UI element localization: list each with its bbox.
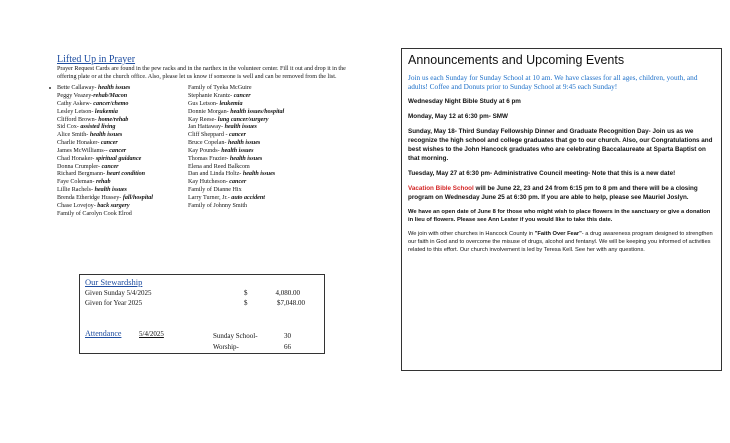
prayer-name: Family of Dianne Hix [188, 187, 242, 194]
prayer-note: leukemia [94, 108, 118, 115]
prayer-list-item [188, 179, 348, 187]
prayer-list-item [188, 171, 348, 179]
prayer-note: heart condition [106, 171, 146, 178]
prayer-name: Elena and Reed Balkcom [188, 163, 250, 170]
prayer-name: Cathy Askew- [57, 100, 94, 107]
sunday-school-value: 30 [284, 332, 291, 340]
prayer-name: Peggy Veazey- [57, 93, 94, 100]
prayer-name: Lesley Letson- [57, 108, 95, 115]
prayer-note: spiritual guidance [95, 155, 142, 162]
prayer-list-item [188, 195, 348, 203]
prayer-note: cancer/chemo [93, 100, 129, 107]
sunday-school-intro: Join us each Sunday for Sunday School at 10 am. We have classes for all ages, children, youth, and adults! Coffee and Donuts prior to Sunday School at 9:45 each Sunday! [408, 73, 698, 91]
prayer-list-item [57, 124, 188, 132]
given-year-label: Given for Year 2025 [85, 299, 143, 307]
prayer-note: cancer [101, 163, 119, 170]
fellowship-dinner-item: Sunday, May 18- Third Sunday Fellowship Dinner and Graduate Recognition Day- Join us as we recognize the high school and college graduates that go to our church. Also, our Congratulations and best wishes to the John Hancock graduates who are celebrating Baccalaureate at Sparta Baptist on that morning. [408, 128, 713, 162]
prayer-note: cancer [109, 147, 127, 154]
prayer-name: Brenda Etheridge Hussey- [57, 195, 123, 201]
prayer-note: health issues [242, 171, 276, 178]
prayer-name: Family of Carolyn Cook Elrod [57, 210, 132, 217]
prayer-note: cancer [229, 179, 247, 186]
prayer-list-item [57, 140, 188, 148]
prayer-name: Faye Coleman- [57, 179, 96, 186]
prayer-name: James McWilliams-- [57, 147, 110, 154]
worship-value: 66 [284, 343, 291, 351]
prayer-list-item [57, 132, 188, 140]
prayer-list-item [57, 211, 188, 219]
prayer-list-item [188, 93, 348, 101]
stewardship-title: Our Stewardship [85, 277, 143, 287]
given-sunday-label: Given Sunday 5/4/2025 [85, 289, 152, 297]
prayer-note: health issues [224, 124, 257, 131]
prayer-list-item [57, 148, 188, 156]
attendance-label: Attendance [85, 329, 122, 338]
prayer-name: Jan Hattaway- [188, 124, 225, 131]
prayer-name: Dan and Linda Holtz- [188, 171, 243, 178]
prayer-name: Family of Johnny Smith [188, 202, 248, 209]
prayer-list-column-1 [57, 85, 188, 218]
bible-study-item: Wednesday Night Bible Study at 6 pm [408, 98, 521, 105]
prayer-name: Chad Honaker- [57, 155, 96, 162]
prayer-name: Gus Letson- [188, 100, 220, 107]
prayer-name: Cliff Sheppard - [188, 132, 230, 139]
prayer-list-column-2 [188, 85, 348, 218]
faith-text-end: - a drug awareness program designed to strengthen our faith in God and to overcome the misuse of drugs, alcohol and fentanyl. We will be keeping you informed of activities related to this effort. Our church involvement is led by Teresa Kell. See her with any questions. [408, 231, 713, 254]
prayer-note: lung cancer/surgery [217, 116, 269, 123]
prayer-note: cancer [100, 140, 118, 147]
council-meeting-item: Tuesday, May 27 at 6:30 pm- Administrative Council meeting- Note that this is a new date! [408, 170, 676, 177]
prayer-list-item [188, 85, 348, 93]
prayer-name: Bette Callaway- [57, 85, 97, 92]
prayer-note: rehab/Macon [93, 93, 128, 100]
prayer-list-item [188, 117, 348, 125]
prayer-list-item [57, 171, 188, 179]
prayer-section [57, 54, 349, 219]
prayer-list-item [57, 156, 188, 164]
prayer-name: Thomas Frazier- [188, 155, 230, 162]
prayer-name: Richard Bergmann- [57, 171, 107, 178]
prayer-note: home/rehab [98, 116, 129, 123]
prayer-list-item [57, 101, 188, 109]
prayer-note: assisted living [80, 124, 116, 131]
prayer-list-item [188, 187, 348, 195]
prayer-title: Lifted Up in Prayer [57, 54, 136, 65]
prayer-list [57, 85, 349, 218]
prayer-note: health issues [227, 140, 261, 147]
prayer-name: Sid Cox- [57, 124, 81, 131]
prayer-name: Donna Crumpler- [57, 163, 102, 170]
faith-over-fear-item [408, 230, 715, 255]
announcements-title: Announcements and Upcoming Events [408, 53, 625, 67]
prayer-intro: Prayer Request Cards are found in the pew racks and in the narthex in the volunteer center. Fill it out and drop it in the offering plate or at the church office. Also, please let us know if someone is well and can be removed from the list. [57, 66, 346, 80]
prayer-list-item [57, 203, 188, 211]
faith-over-fear-name: "Faith Over Fear" [534, 231, 582, 237]
prayer-note: health issues [89, 132, 123, 139]
prayer-name: Alice Smith- [57, 132, 90, 139]
sunday-school-label: Sunday School- [213, 332, 258, 340]
prayer-note: auto accident [231, 195, 265, 201]
prayer-note: cancer [229, 132, 246, 139]
prayer-list-item [188, 109, 348, 117]
prayer-name: Kay Pounds- [188, 147, 222, 154]
prayer-name: Bruce Copelan- [188, 140, 228, 147]
prayer-note: health issues [229, 155, 263, 162]
vbs-item [408, 184, 715, 202]
prayer-list-item [57, 85, 188, 93]
prayer-name: Clifford Brown- [57, 116, 99, 123]
prayer-name: Kay Reese- [188, 116, 218, 123]
announcements-box [401, 48, 722, 371]
attendance-date: 5/4/2025 [139, 330, 164, 338]
prayer-note: leukemia [219, 100, 243, 107]
smw-item: Monday, May 12 at 6:30 pm- SMW [408, 113, 508, 120]
prayer-note: health issues [94, 187, 127, 194]
prayer-list-item [57, 187, 188, 195]
given-year-dollar: $ [244, 299, 248, 307]
prayer-note: back surgery [97, 202, 130, 209]
prayer-name: Family of Tyeka McGuire [188, 85, 252, 92]
prayer-note: rehab [95, 179, 111, 186]
prayer-name: Kay Hutcheson- [188, 179, 230, 186]
prayer-list-item [57, 109, 188, 117]
prayer-list-item [188, 203, 348, 211]
prayer-list-item [188, 140, 348, 148]
flowers-item: We have an open date of June 8 for those who might wish to place flowers in the sanctuary or give a donation in lieu of flowers. Please see Ann Lester if you would like to take this date. [408, 209, 711, 223]
prayer-note: health issues [221, 147, 254, 154]
prayer-note: fall/hospital [122, 195, 153, 201]
prayer-list-item [188, 101, 348, 109]
prayer-note: cancer [233, 93, 251, 100]
given-sunday-amount: 4,080.00 [275, 289, 300, 297]
prayer-list-item [188, 148, 348, 156]
prayer-name: Lillie Rachels- [57, 187, 95, 194]
prayer-list-item [57, 179, 188, 187]
prayer-name: Donnie Morgan- [188, 108, 231, 115]
given-sunday-dollar: $ [244, 289, 248, 297]
prayer-list-item [188, 156, 348, 164]
bullet-dot [49, 87, 51, 89]
given-year-amount: $7,048.00 [277, 299, 305, 307]
prayer-name: Larry Turner, Jr.- [188, 195, 232, 201]
prayer-list-item [57, 117, 188, 125]
prayer-list-item [57, 195, 188, 203]
prayer-name: Charlie Honaker- [57, 140, 101, 147]
prayer-note: health issues/hospital [230, 108, 285, 115]
prayer-list-item [188, 164, 348, 172]
prayer-name: Chase Lovejoy- [57, 202, 98, 209]
prayer-list-item [57, 164, 188, 172]
worship-label: Worship- [213, 343, 239, 351]
prayer-list-item [57, 93, 188, 101]
vbs-text: will be June 22, 23 and 24 from 6:15 pm to 8 pm and there will be a closing program on Wednesday June 25 at 6:30 pm. If you are able to help, please see Mauriel Joslyn. [408, 185, 698, 201]
prayer-note: health issues [96, 85, 131, 92]
faith-text-start: We join with other churches in Hancock County in [408, 231, 535, 237]
prayer-name: Stephanie Krantz- [188, 93, 234, 100]
vbs-highlight: Vacation Bible School [408, 185, 474, 192]
stewardship-box [79, 274, 325, 354]
prayer-list-item [188, 132, 348, 140]
